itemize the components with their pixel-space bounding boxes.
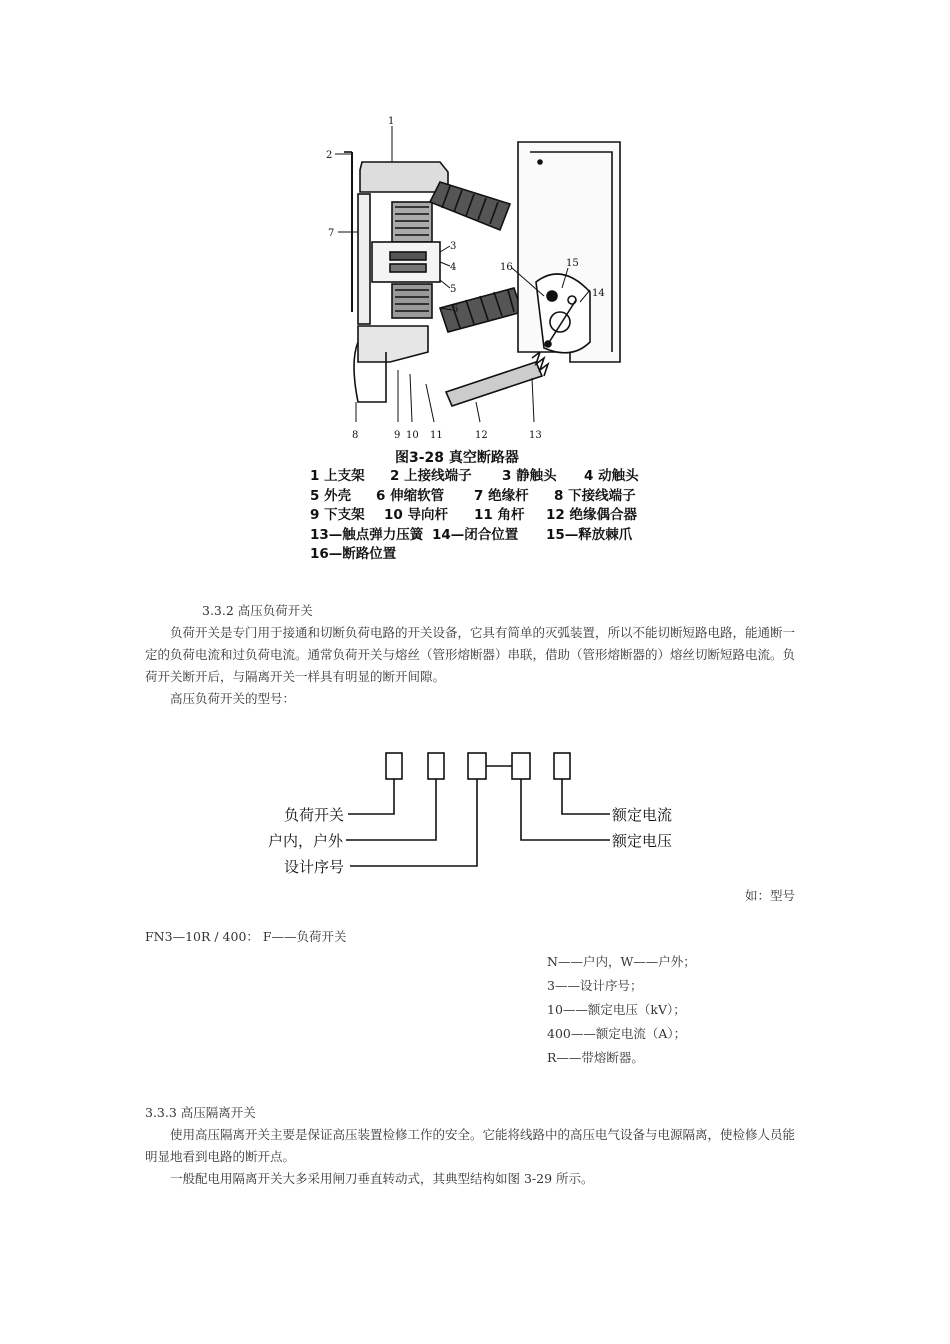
legend-item: 4 动触头 — [584, 468, 639, 484]
callout-13: 13 — [529, 430, 542, 441]
callout-12: 12 — [475, 430, 488, 441]
legend-item: 16—断路位置 — [310, 546, 397, 562]
model-code-drawing — [260, 748, 700, 888]
list-item: R——带熔断器。 — [547, 1050, 644, 1065]
paragraph: 负荷开关是专门用于接通和切断负荷电路的开关设备，它具有简单的灭弧装置，所以不能切断短路电路，能通断一定的负荷电流和过负荷电流。通常负荷开关与熔丝（管形熔断器）串联，借助（管形熔断器的）熔丝切断短路电流。负荷开关断开后，与隔离开关一样具有明显的断开间隙。 — [145, 625, 796, 684]
vacuum-breaker-figure — [300, 112, 660, 450]
legend-item: 3 静触头 — [502, 468, 557, 484]
figure-caption: 图3-28 真空断路器 — [395, 450, 519, 466]
callout-15: 15 — [566, 258, 579, 269]
callout-10: 10 — [406, 430, 419, 441]
callout-8: 8 — [352, 430, 359, 441]
list-item: 10——额定电压（kV）； — [547, 1002, 686, 1017]
model-label-load-switch: 负荷开关 — [284, 806, 345, 824]
callout-16: 16 — [500, 262, 513, 273]
callout-7: 7 — [328, 228, 335, 239]
paragraph: 一般配电用隔离开关大多采用闸刀垂直转动式，其典型结构如图 3-29 所示。 — [170, 1171, 594, 1186]
callout-2: 2 — [326, 150, 333, 161]
section-332-body — [145, 622, 805, 710]
legend-item: 11 角杆 — [474, 507, 525, 523]
callout-1: 1 — [388, 116, 395, 127]
legend-item: 14—闭合位置 — [432, 526, 519, 543]
legend-item: 8 下接线端子 — [554, 487, 636, 504]
callout-4: 4 — [450, 262, 457, 273]
model-label-design-number: 设计序号 — [284, 858, 345, 876]
callout-3: 3 — [450, 241, 457, 252]
legend-item: 1 上支架 — [310, 468, 365, 484]
callout-6: 6 — [452, 304, 459, 315]
list-item: N——户内，W——户外； — [547, 954, 696, 969]
model-example-list — [547, 950, 696, 1070]
vacuum-breaker-drawing — [300, 112, 660, 450]
legend-item: 7 绝缘杆 — [474, 487, 529, 504]
section-heading-332: 3.3.2 高压负荷开关 — [202, 603, 313, 618]
legend-item: 9 下支架 — [310, 507, 365, 523]
legend-item: 2 上接线端子 — [390, 468, 472, 484]
paragraph: 高压负荷开关的型号： — [170, 691, 296, 706]
example-label: 如：型号 — [745, 888, 796, 903]
model-label-indoor-outdoor: 户内，户外 — [268, 832, 344, 850]
model-label-rated-voltage: 额定电压 — [612, 832, 673, 850]
callout-5: 5 — [450, 284, 457, 295]
model-code-diagram — [260, 748, 700, 888]
section-heading-333: 3.3.3 高压隔离开关 — [145, 1105, 256, 1120]
legend-item: 6 伸缩软管 — [376, 487, 445, 504]
list-item: 400——额定电流（A）； — [547, 1026, 687, 1041]
section-333-body — [145, 1124, 805, 1190]
legend-item: 12 绝缘偶合器 — [546, 507, 637, 523]
callout-11: 11 — [430, 430, 443, 441]
legend-item: 15—释放棘爪 — [546, 526, 633, 543]
legend-item: 13—触点弹力压簧 — [310, 526, 424, 543]
callout-9: 9 — [394, 430, 401, 441]
model-example-line: FN3—10R / 400： F——负荷开关 — [145, 929, 347, 944]
list-item: 3——设计序号； — [547, 978, 643, 993]
legend-item: 5 外壳 — [310, 487, 352, 504]
callout-14: 14 — [592, 288, 605, 299]
model-label-rated-current: 额定电流 — [612, 806, 673, 824]
legend-item: 10 导向杆 — [384, 507, 448, 523]
paragraph: 使用高压隔离开关主要是保证高压装置检修工作的安全。它能将线路中的高压电气设备与电源隔离，使检修人员能明显地看到电路的断开点。 — [145, 1127, 796, 1164]
